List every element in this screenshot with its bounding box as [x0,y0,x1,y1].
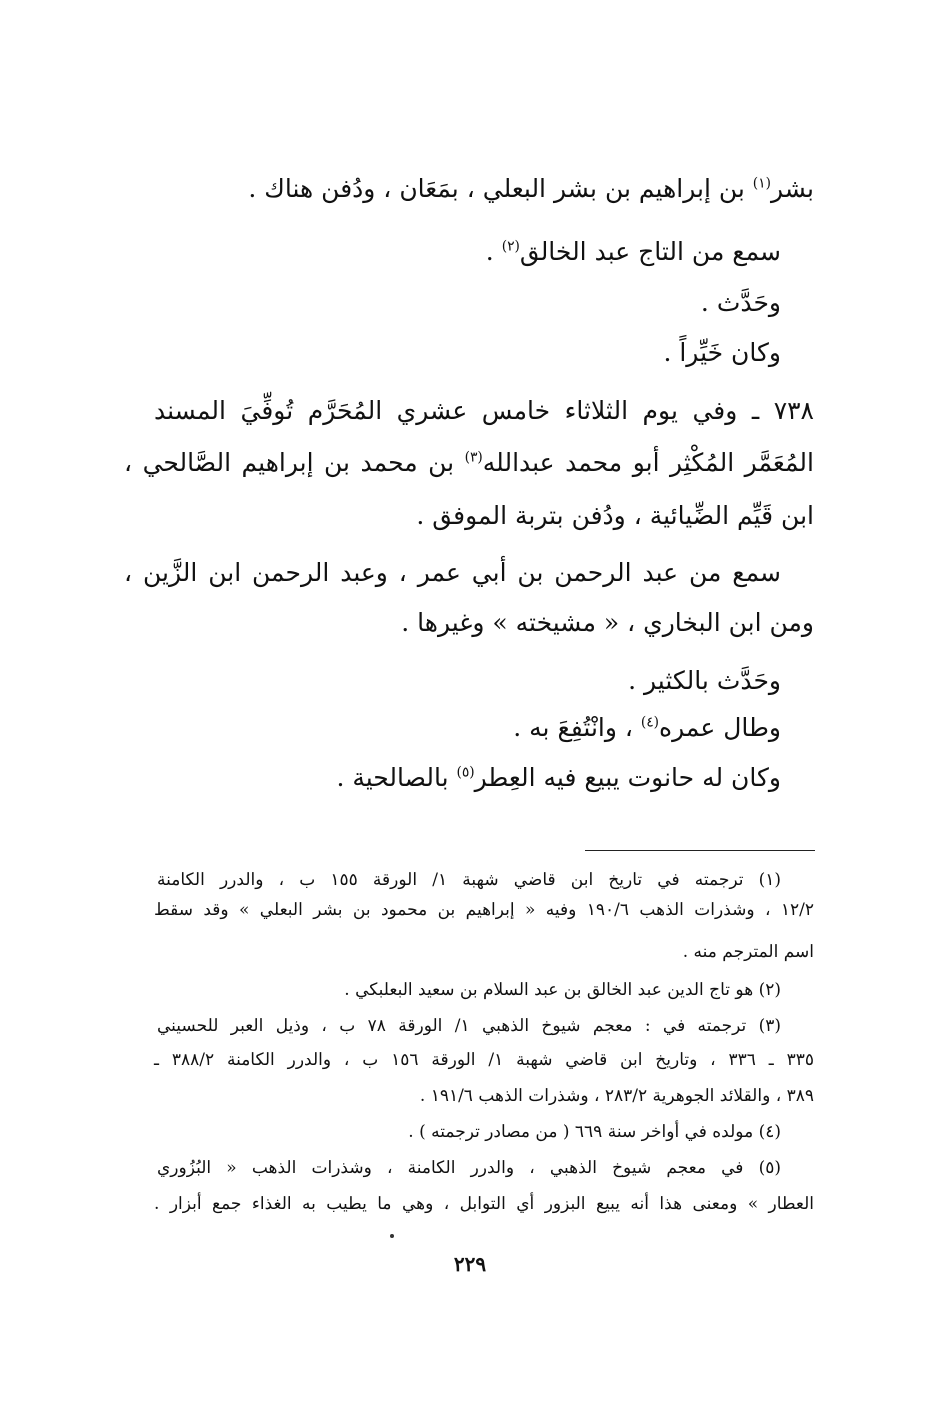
body-line-9: ومن ابن البخاري ، « مشيخته » وغيرها . [401,608,814,637]
body-line-6: المُعَمَّر المُكْثِر أبو محمد عبدالله$^{(٣)}$ بن محمد بن إبراهيم الصَّالحي ، [124,448,814,477]
footnote-line-1: (١) ترجمته في تاريخ ابن قاضي شهبة ١/ الورقة ١٥٥ ب ، والدرر الكامنة [157,870,782,890]
footnote-line-6: ٣٣٥ ـ ٣٣٦ ، وتاريخ ابن قاضي شهبة ١/ الورقة ١٥٦ ب ، والدرر الكامنة ٣٨٨/٢ ـ [154,1050,815,1070]
footnote-line-7: ٣٨٩ ، والقلائد الجوهرية ٢٨٣/٢ ، وشذرات الذهب ١٩١/٦ . [419,1086,814,1106]
body-line-1: بشر$^{(١)}$ بن إبراهيم بن بشر البعلي ، بمَعَان ، ودُفن هناك . [248,174,814,203]
body-line-4: وكان خَيِّراً . [663,338,781,367]
footnote-marker: (٢) [501,238,520,255]
footnote-line-4: (٢) هو تاج الدين عبد الخالق بن عبد السلام بن سعيد البعلبكي . [344,980,781,1000]
body-line-11: وطال عمره$^{(٤)}$ ، وانْتُفِعَ به . [513,713,781,742]
body-line-2: سمع من التاج عبد الخالق$^{(٢)}$ . [485,237,781,266]
footnote-marker: (٥) [456,764,475,781]
footnote-line-10: العطار » ومعنى هذا أنه يبيع البزور أي التوابل ، وهي ما يطيب به الغذاء جمع أبزار . [154,1194,814,1214]
footnote-line-8: (٤) مولده في أواخر سنة ٦٦٩ ( من مصادر ترجمته ) . [408,1122,781,1142]
footnote-line-9: (٥) في معجم شيوخ الذهبي ، والدرر الكامنة ، وشذرات الذهب « البُزُوري [157,1158,781,1178]
footnote-marker: (١) [752,175,771,192]
body-line-10: وحَدَّث بالكثير . [628,666,781,695]
footnote-line-2: ١٢/٢ ، وشذرات الذهب ١٩٠/٦ وفيه « إبراهيم بن محمود بن بشر البعلي » وقد سقط [154,900,814,920]
footnote-marker: (٣) [464,449,483,466]
footnote-line-3: اسم المترجم منه . [682,942,814,962]
footnote-separator [585,850,815,851]
footnote-marker: (٤) [640,714,660,731]
body-line-7: ابن قَيِّم الضِّيائية ، ودُفن بتربة الموفق . [416,501,814,530]
body-line-5: ٧٣٨ ـ وفي يوم الثلاثاء خامس عشري المُحَرَّم تُوفِّيَ المسند [154,396,814,425]
footnote-line-5: (٣) ترجمته في : معجم شيوخ الذهبي ١/ الورقة ٧٨ ب ، وذيل العبر للحسيني [157,1016,782,1036]
body-line-8: سمع من عبد الرحمن بن أبي عمر ، وعبد الرحمن ابن الزَّين ، [124,558,781,587]
body-line-3: وحَدَّث . [700,288,781,317]
body-line-12: وكان له حانوت يبيع فيه العِطر$^{(٥)}$ بالصالحية . [336,763,781,792]
page-number: ٢٢٩ [453,1252,487,1276]
stray-dot [390,1234,394,1238]
